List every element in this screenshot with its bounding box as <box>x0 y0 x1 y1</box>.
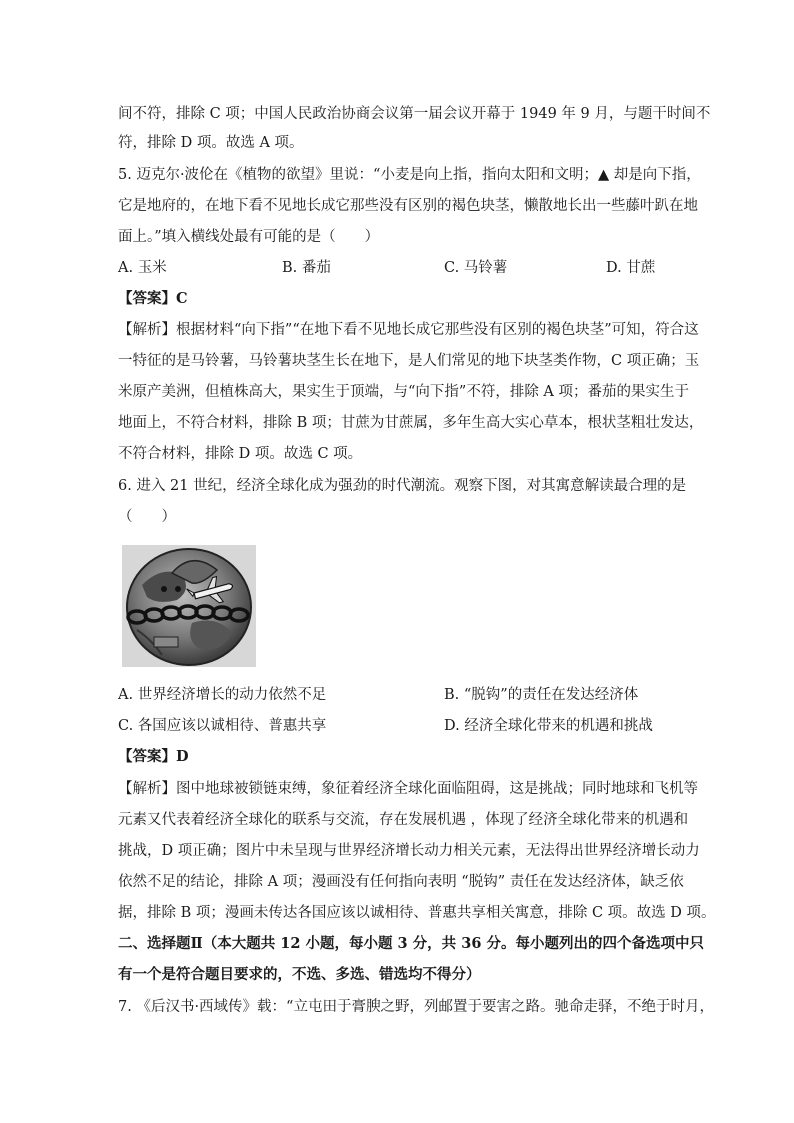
option-d: D. 经济全球化带来的机遇和挑战 <box>444 718 653 734</box>
chained-globe-cartoon <box>122 545 256 667</box>
question-6-stem: 6. 进入 21 世纪，经济全球化成为强劲的时代潮流。观察下图，对其寓意解读最合理的是 <box>118 478 687 494</box>
analysis-line: 元素又代表着经济全球化的联系与交流，存在发展机遇 ，体现了经济全球化带来的机遇和 <box>118 812 689 828</box>
text-line: 间不符，排除 C 项；中国人民政治协商会议第一届会议开幕于 1949 年 9 月，与题干时间不 <box>118 106 711 122</box>
analysis-line: 挑战，D 项正确；图片中未呈现与世界经济增长动力相关元素，无法得出世界经济增长动力 <box>118 843 700 859</box>
option-a: A. 世界经济增长的动力依然不足 <box>118 687 327 703</box>
option-d: D. 甘蔗 <box>606 260 656 276</box>
option-c: C. 马铃薯 <box>444 260 508 276</box>
option-a: A. 玉米 <box>118 260 167 276</box>
question-5-stem: 面上。”填入横线处最有可能的是（ ） <box>118 229 380 245</box>
question-5-stem: 它是地府的，在地下看不见地长成它那些没有区别的褐色块茎，懒散地长出一些藤叶趴在地 <box>118 198 698 214</box>
analysis-line: 【解析】图中地球被锁链束缚，象征着经济全球化面临阻碍，这是挑战；同时地球和飞机等 <box>118 781 698 797</box>
option-b: B. 番茄 <box>282 260 331 276</box>
analysis-line: 不符合材料，排除 D 项。故选 C 项。 <box>118 446 363 462</box>
option-c: C. 各国应该以诚相待、普惠共享 <box>118 718 327 734</box>
option-b: B. “脱钩”的责任在发达经济体 <box>444 687 639 703</box>
section-heading: 二、选择题Ⅱ（本大题共 12 小题，每小题 3 分，共 36 分。每小题列出的四个备选项中只 <box>118 935 704 952</box>
analysis-line: 一特征的是马铃薯，马铃薯块茎生长在地下，是人们常见的地下块茎类作物，C 项正确；玉 <box>118 353 700 369</box>
section-heading: 有一个是符合题目要求的，不选、多选、错选均不得分） <box>118 966 481 983</box>
answer-label: 【答案】C <box>118 290 188 307</box>
analysis-line: 【解析】根据材料“向下指”“在地下看不见地长成它那些没有区别的褐色块茎”可知，符合这 <box>118 322 699 338</box>
analysis-line: 据，排除 B 项；漫画未传达各国应该以诚相待、普惠共享相关寓意，排除 C 项。故选 D 项。 <box>118 905 716 921</box>
question-7-stem: 7. 《后汉书·西域传》载：“立屯田于膏腴之野，列邮置于要害之路。驰命走驿，不绝于时月， <box>118 999 714 1015</box>
analysis-line: 米原产美洲，但植株高大，果实生于顶端，与“向下指”不符，排除 A 项；番茄的果实生于 <box>118 384 690 400</box>
analysis-line: 地面上，不符合材料，排除 B 项；甘蔗为甘蔗属，多年生高大实心草本，根状茎粗壮发达， <box>118 415 704 431</box>
answer-label: 【答案】D <box>118 748 189 765</box>
analysis-line: 依然不足的结论，排除 A 项；漫画没有任何指向表明 “脱钩” 责任在发达经济体，缺乏依 <box>118 874 684 890</box>
text-line: 符，排除 D 项。故选 A 项。 <box>118 135 304 151</box>
question-5-stem: 5. 迈克尔·波伦在《植物的欲望》里说：“小麦是向上指，指向太阳和文明；▲ 却是向下指， <box>118 167 701 183</box>
question-6-stem: （ ） <box>118 509 176 525</box>
